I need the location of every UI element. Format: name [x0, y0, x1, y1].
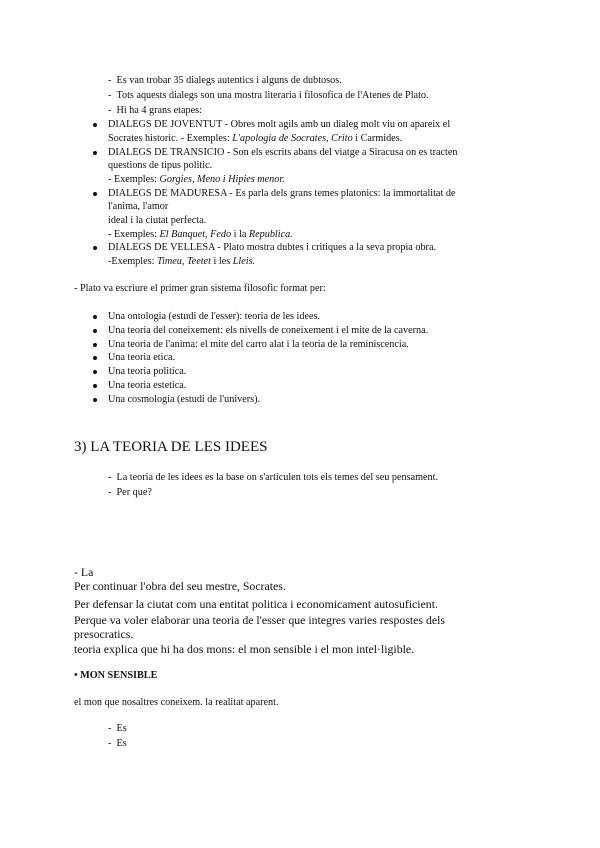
stage-old-age-line1: DIALEGS DE VELLESA - Plato mostra dubtes i critiques a la seva propia obra. [108, 242, 437, 253]
stage-old-age-line2: -Exemples: Timeu, Teetet i les Lleis. [108, 256, 256, 267]
stage-maturity-line2: l'anima, l'amor [108, 201, 169, 212]
stage-maturity-line4: - Exemples: El Banquet, Fedo i la Republica. [108, 229, 293, 240]
system-intro: - Plato va escriure el primer gran sistema filosofic format per: [74, 283, 326, 294]
stage-transition-line2: questions de tipus politic. [108, 160, 213, 171]
intro-dash-3: - Hi ha 4 grans etapes: [108, 105, 202, 116]
bullet-dot [93, 370, 97, 374]
answer-line-2: Per continuar l'obra del seu mestre, Socrates. [74, 579, 286, 593]
bullet-dot [93, 315, 97, 319]
answer-line-4: Perque va voler elaborar una teoria de l'esser que integres varies respostes dels [74, 613, 445, 627]
system-item-ethics: Una teoria etica. [108, 352, 176, 363]
system-item-ontology: Una ontologia (estudi de l'esser): teoria de les idees. [108, 311, 321, 322]
section-dash-2: - Per que? [108, 487, 152, 498]
intro-dash-1: - Es van trobar 35 dialegs autentics i alguns de dubtosos. [108, 75, 342, 86]
answer-line-5: presocratics. [74, 627, 134, 641]
bullet-dot [93, 192, 97, 196]
bullet-dot [93, 398, 97, 402]
system-item-cosmology: Una cosmologia (estudi de l'univers). [108, 394, 261, 405]
intro-dash-2: - Tots aquests dialegs son una mostra literaria i filosofica de l'Atenes de Plato. [108, 90, 429, 101]
bullet-dot [93, 343, 97, 347]
stage-youth-line2: Socrates historic. - Exemples: L'apologia de Socrates, Crito i Carmides. [108, 133, 403, 144]
bullet-dot [93, 123, 97, 127]
section-heading: 3) LA TEORIA DE LES IDEES [74, 439, 268, 455]
sensible-world-text: el mon que nosaltres coneixem. la realitat aparent. [74, 697, 279, 708]
stage-transition-line1: DIALEGS DE TRANSICIO - Son els escrits abans del viatge a Siracusa on es tracten [108, 147, 458, 158]
system-item-soul: Una teoria de l'anima: el mite del carro alat i la teoria de la reminiscencia. [108, 339, 409, 350]
answer-line-1: - La [74, 565, 94, 579]
stage-maturity-line1: DIALEGS DE MADURESA - Es parla dels grans temes platonics: la immortalitat de [108, 188, 456, 199]
bullet-dot [93, 384, 97, 388]
bullet-dot [93, 246, 97, 250]
system-item-aesthetics: Una teoria estetica. [108, 380, 187, 391]
section-dash-1: - La teoria de les idees es la base on s'articulen tots els temes del seu pensament. [108, 472, 439, 483]
answer-line-6: teoria explica que hi ha dos mons: el mon sensible i el mon intel·ligible. [74, 642, 415, 656]
stage-youth-line1: DIALEGS DE JOVENTUT - Obres molt agils amb un dialeg molt viu on apareix el [108, 119, 451, 130]
bullet-dot [93, 329, 97, 333]
stage-maturity-line3: ideal i la ciutat perfecta. [108, 215, 207, 226]
sensible-world-heading: • MON SENSIBLE [74, 670, 158, 681]
sensible-dash-1: - Es [108, 723, 127, 734]
sensible-dash-2: - Es [108, 738, 127, 749]
bullet-dot [93, 356, 97, 360]
bullet-dot [93, 151, 97, 155]
system-item-politics: Una teoria politica. [108, 366, 187, 377]
system-item-knowledge: Una teoria del coneixement: els nivells de coneixement i el mite de la caverna. [108, 325, 429, 336]
stage-transition-line3: - Exemples: Gorgies, Meno i Hipies menor. [108, 174, 285, 185]
answer-line-3: Per defensar la ciutat com una entitat politica i economicament autosuficient. [74, 597, 438, 611]
